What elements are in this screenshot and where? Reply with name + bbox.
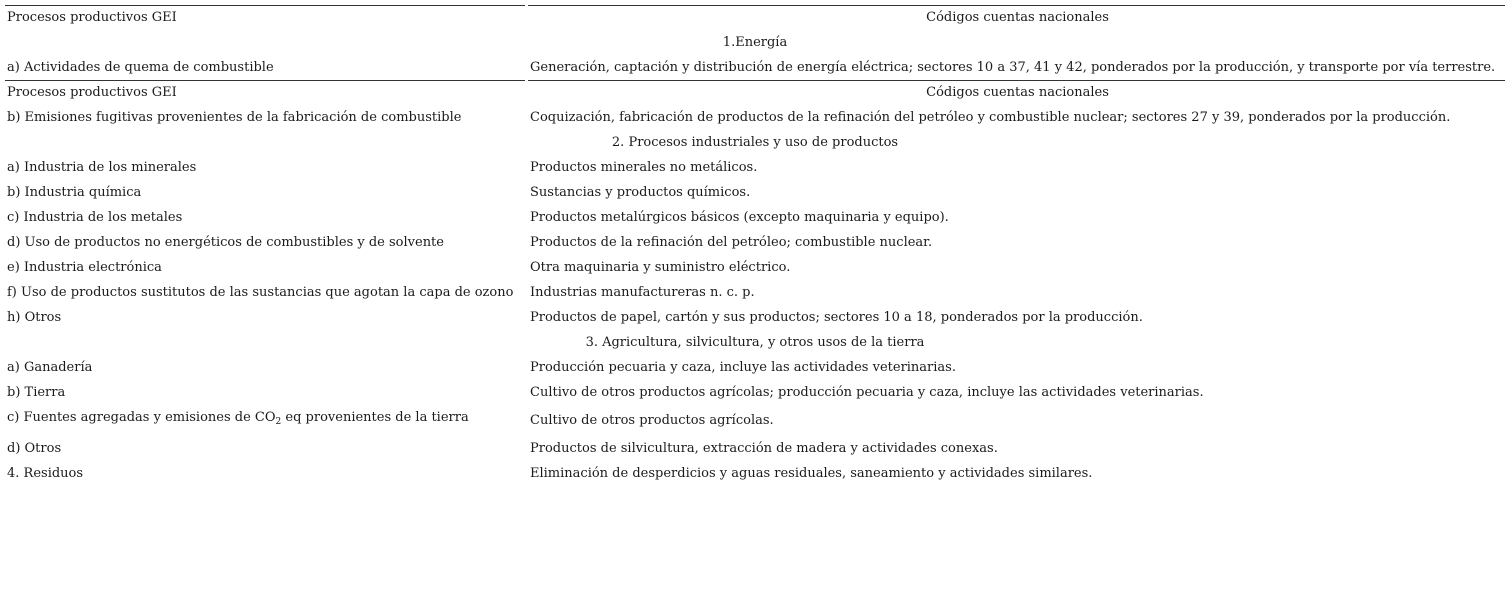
process-cell: a) Ganadería: [7, 360, 93, 375]
process-cell: b) Tierra: [7, 385, 66, 400]
table-row: [5, 155, 1505, 180]
table-header-row-repeat: [5, 80, 1505, 105]
process-cell: a) Actividades de quema de combustible: [7, 60, 274, 75]
process-text-pre: c) Fuentes agregadas y emisiones de CO: [7, 410, 276, 425]
table-row: [5, 205, 1505, 230]
process-cell: h) Otros: [7, 310, 62, 325]
subscript-2: 2: [275, 417, 282, 427]
table-row: [5, 355, 1505, 380]
table-row: [5, 461, 1505, 486]
process-cell: [7, 405, 525, 430]
table-row: [5, 230, 1505, 255]
process-cell: e) Industria electrónica: [7, 260, 162, 275]
process-cell: a) Industria de los minerales: [7, 160, 197, 175]
table-row: [5, 280, 1505, 305]
table-row: [5, 380, 1505, 405]
table-row: [5, 436, 1505, 461]
code-cell: Productos de la refinación del petróleo; combustible nuclear.: [530, 235, 933, 250]
process-cell: d) Uso de productos no energéticos de combustibles y de solvente: [7, 235, 444, 250]
header-codes: Códigos cuentas nacionales: [926, 10, 1109, 25]
table-row: [5, 55, 1505, 80]
section-row: [5, 330, 1505, 355]
process-cell: f) Uso de productos sustitutos de las sustancias que agotan la capa de ozono: [7, 285, 514, 300]
ghg-processes-table: [5, 5, 1505, 486]
code-cell: Otra maquinaria y suministro eléctrico.: [530, 260, 791, 275]
header-codes: Códigos cuentas nacionales: [926, 85, 1109, 100]
table-row: [5, 180, 1505, 205]
process-cell: b) Emisiones fugitivas provenientes de la fabricación de combustible: [7, 110, 462, 125]
section-title-industriales: 2. Procesos industriales y uso de productos: [611, 135, 899, 150]
code-cell: Coquización, fabricación de productos de la refinación del petróleo y combustible nuclear; sectores 27 y 39, ponderados por la producción.: [530, 110, 1451, 125]
code-cell: Cultivo de otros productos agrícolas.: [530, 413, 774, 428]
process-cell: d) Otros: [7, 441, 62, 456]
code-cell: Productos minerales no metálicos.: [530, 160, 758, 175]
code-cell: Sustancias y productos químicos.: [530, 185, 751, 200]
table-row: [5, 305, 1505, 330]
code-cell: Generación, captación y distribución de energía eléctrica; sectores 10 a 37, 41 y 42, ponderados por la producción, y transporte por vía terrestre.: [530, 60, 1496, 75]
table-row: [5, 405, 1505, 436]
code-cell: Eliminación de desperdicios y aguas residuales, saneamiento y actividades similares.: [530, 466, 1093, 481]
code-cell: Cultivo de otros productos agrícolas; producción pecuaria y caza, incluye las actividades veterinarias.: [530, 385, 1204, 400]
process-cell: 4. Residuos: [7, 466, 84, 481]
table-header-row: [5, 5, 1505, 30]
process-cell: c) Industria de los metales: [7, 210, 183, 225]
code-cell: Producción pecuaria y caza, incluye las actividades veterinarias.: [530, 360, 956, 375]
table-row: [5, 255, 1505, 280]
process-cell: b) Industria química: [7, 185, 142, 200]
section-row: [5, 30, 1505, 55]
section-title-energia: 1.Energía: [722, 35, 788, 50]
code-cell: Industrias manufactureras n. c. p.: [530, 285, 755, 300]
code-cell: Productos de papel, cartón y sus productos; sectores 10 a 18, ponderados por la producción.: [530, 310, 1143, 325]
header-processes: Procesos productivos GEI: [7, 85, 177, 100]
table-row: [5, 105, 1505, 130]
section-title-agricultura: 3. Agricultura, silvicultura, y otros usos de la tierra: [585, 335, 925, 350]
process-text-post: eq provenientes de la tierra: [281, 410, 469, 425]
code-cell: Productos metalúrgicos básicos (excepto maquinaria y equipo).: [530, 210, 949, 225]
code-cell: Productos de silvicultura, extracción de madera y actividades conexas.: [530, 441, 998, 456]
header-processes: Procesos productivos GEI: [7, 10, 177, 25]
section-row: [5, 130, 1505, 155]
